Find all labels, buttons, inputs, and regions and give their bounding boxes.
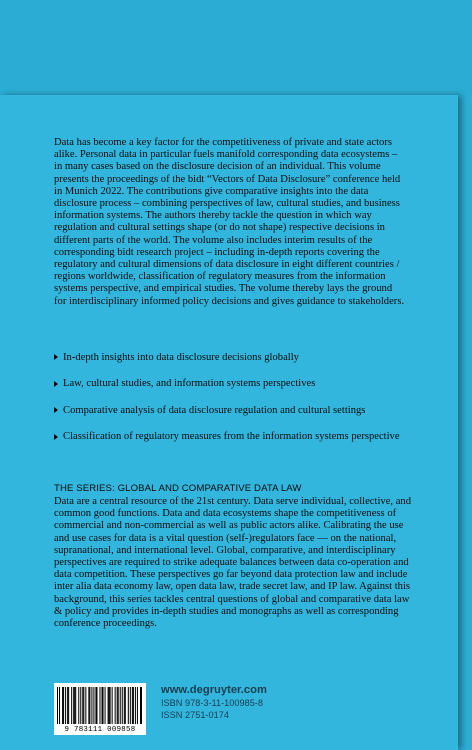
barcode-bar [88,687,89,724]
barcode-bar [112,687,113,724]
barcode-bar [122,687,123,724]
barcode-bar [91,687,92,724]
publisher-website: www.degruyter.com [161,684,267,696]
barcode-bar [115,687,116,724]
barcode-bar [133,687,134,724]
barcode-bar [120,687,121,724]
barcode-bar [83,687,84,724]
barcode-bar [141,687,142,724]
barcode-bar [65,687,66,724]
bullet-text: Comparative analysis of data disclosure regulation and cultural settings [63,404,366,416]
barcode-bar [80,687,81,724]
barcode-bar [59,687,60,724]
barcode-bar [105,687,106,724]
bullet-text: In-depth insights into data disclosure decisions globally [63,351,299,363]
barcode-bar [102,687,103,724]
barcode-bar [132,687,133,724]
bullet-item [54,430,434,444]
barcode-bar [74,687,75,724]
triangle-bullet-icon [54,434,58,440]
barcode-bar [95,687,96,724]
barcode-bar [85,687,86,724]
barcode-bar [71,687,72,724]
triangle-bullet-icon [54,354,58,360]
barcode-bar [109,687,110,724]
barcode-digits: 9 783111 009858 [64,726,136,734]
barcode-bar [67,687,68,724]
feature-bullet-list [54,350,434,456]
barcode-bar [62,687,63,724]
barcode-bar [93,687,94,724]
barcode-bar [117,687,118,724]
barcode-bar [75,687,76,724]
bullet-text: Law, cultural studies, and information systems perspectives [63,378,316,390]
barcode-bar [124,687,125,724]
barcode-bar [137,687,138,724]
book-abstract: Data has become a key factor for the competitiveness of private and state actors alike. Personal data in particular fuels manifold corresponding data ecosystems – in many cases based on the disclosure decision of an individual. This volume presents the proceedings of the bidt “Vectors of Data Disclosure” conference held in Munich 2022. The contributions give comparative insights into the data disclosure process – combining perspectives of law, cultural studies, and business information systems. The authors thereby tackle the question in which way regulation and cultural settings shape (or do not shape) respective decisions in different parts of the world. The volume also includes interim results of the corresponding bidt research project – including in-depth reports covering the regulatory and cultural dimensions of data disclosure in eight different countries / regions worldwide, classification of regulatory measures from the information systems perspective, and empirical studies. The volume thereby lays the ground for interdisciplinary informed policy decisions and gives guidance to stakeholders. [54,137,405,307]
barcode-bar [135,687,136,724]
bullet-item [54,403,434,417]
barcode-bar [57,687,58,724]
series-heading: THE SERIES: GLOBAL AND COMPARATIVE DATA LAW [54,483,302,494]
barcode-bar [96,687,97,724]
bullet-text: Classification of regulatory measures from the information systems perspective [63,431,400,443]
series-description: Data are a central resource of the 21st century. Data serve individual, collective, and common good functions. Data and data ecosystems shape the competitiveness of commercial and non-commercial as well as public actors alike. Calibrating the use and use cases for data is a vital question (self-)regulators face — on the national, supranational, and international level. Global, comparative, and interdisciplinary perspectives are required to strike adequate balances between data co-operation and data competition. These perspectives go far beyond data protection law and include inter alia data economy law, open data law, trade secret law, and IP law. Against this background, this series tackles central questions of global and comparative data law & policy and provides in-depth studies and monographs as well as corresponding conference proceedings. [54,496,411,630]
barcode-bar [99,687,100,724]
issn-number: ISSN 2751-0174 [161,710,229,720]
barcode-bars [57,687,143,724]
barcode-bar [108,687,109,724]
bullet-item [54,377,434,391]
triangle-bullet-icon [54,407,58,413]
barcode-bar [118,687,119,724]
barcode-bar [110,687,111,724]
barcode-bar [103,687,104,724]
barcode-bar [140,687,141,724]
bullet-item [54,350,434,364]
barcode-bar [125,687,126,724]
triangle-bullet-icon [54,381,58,387]
barcode-bar [78,687,79,724]
barcode-bar [130,687,131,724]
barcode-bar [128,687,129,724]
barcode-bar [89,687,90,724]
top-color-band [0,0,472,95]
barcode-bar [82,687,83,724]
barcode-bar [63,687,64,724]
barcode-bar [73,687,74,724]
barcode-bar [68,687,69,724]
isbn-number: ISBN 978-3-11-100985-8 [161,698,263,708]
isbn-barcode [54,683,146,735]
publisher-info [161,683,267,721]
